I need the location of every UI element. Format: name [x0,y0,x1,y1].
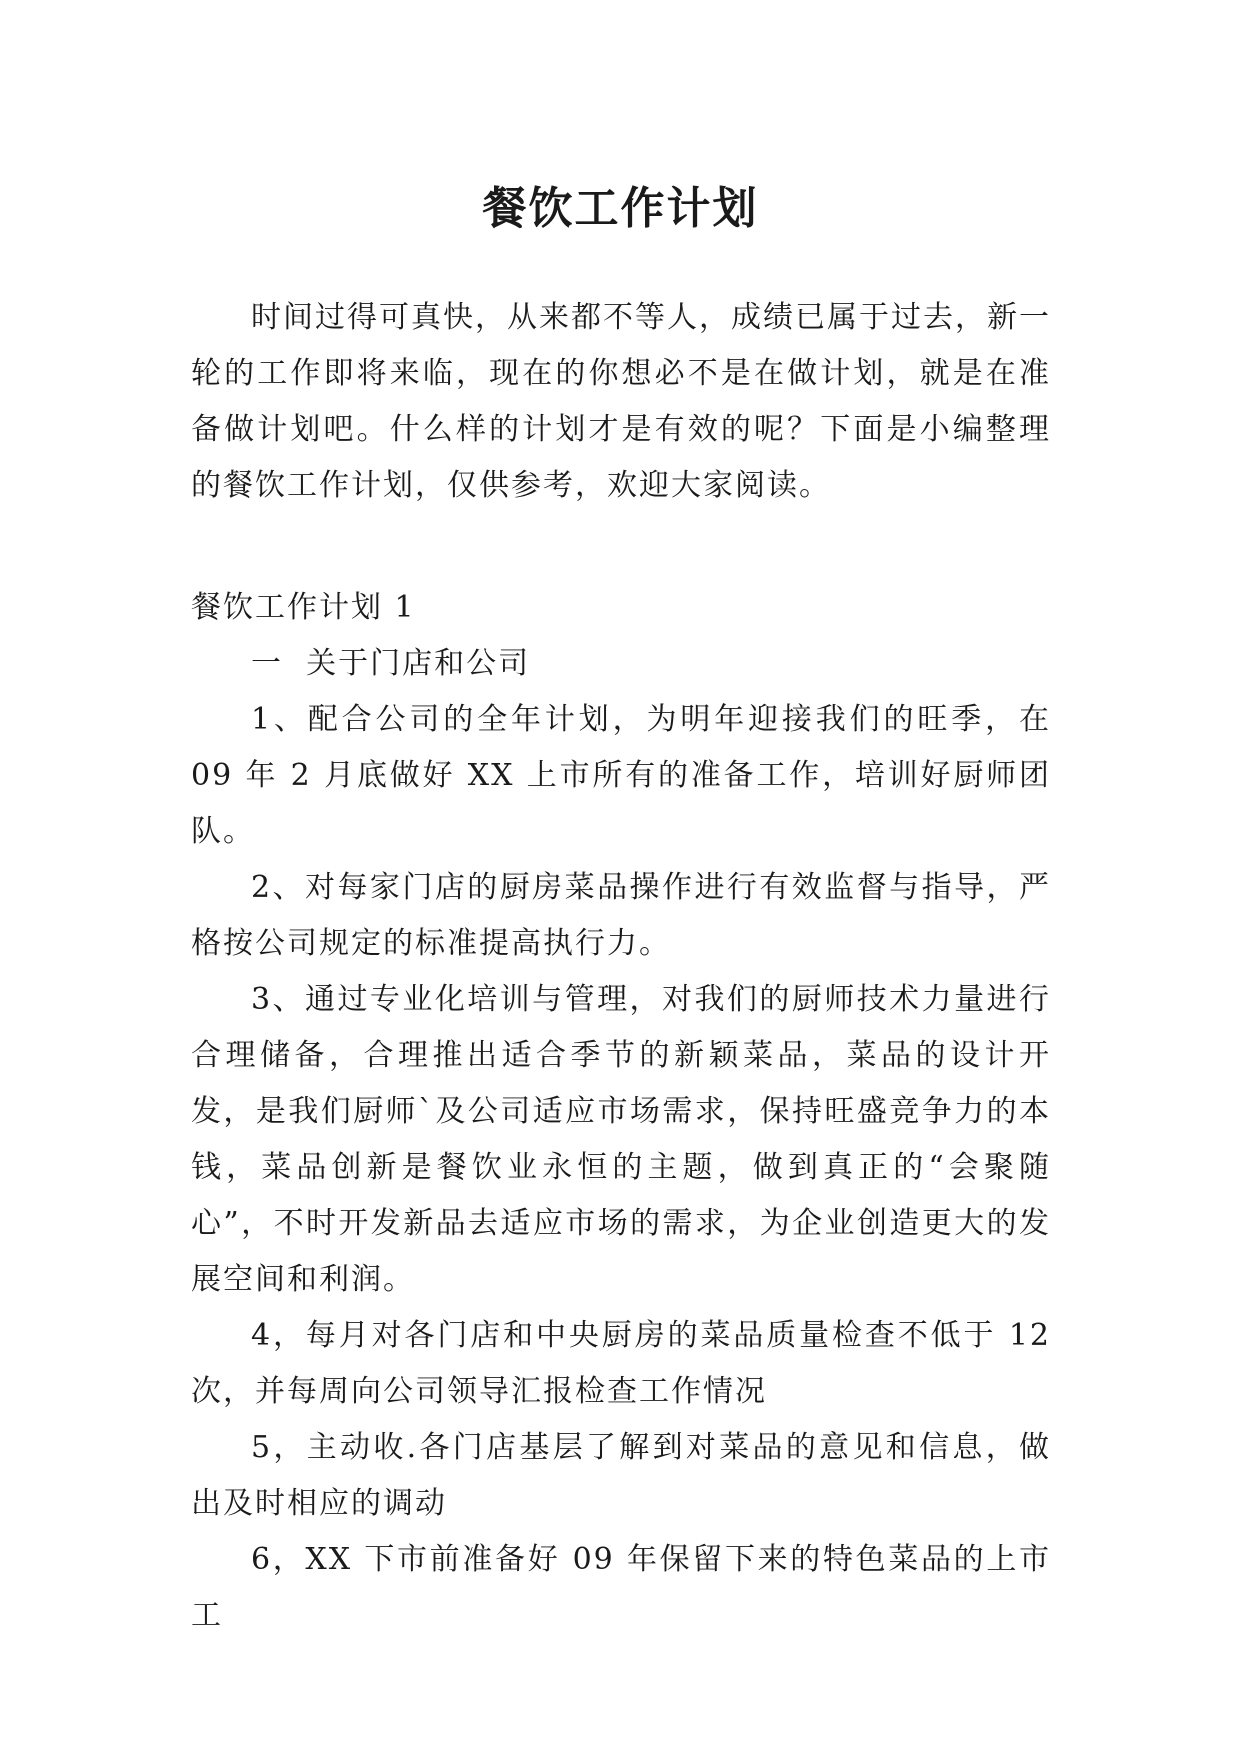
subsection-heading: 一 关于门店和公司 [251,646,531,681]
plan-section [191,580,1051,1644]
plan-item-2: 2、对每家门店的厨房菜品操作进行有效监督与指导，严格按公司规定的标准提高执行力。 [191,870,1051,961]
plan-item-6: 6，XX 下市前准备好 09 年保留下来的特色菜品的上市工 [191,1542,1051,1633]
plan-item-1: 1、配合公司的全年计划，为明年迎接我们的旺季，在 09 年 2 月底做好 XX 上市所有的准备工作，培训好厨师团队。 [191,702,1051,849]
plan-item-4: 4，每月对各门店和中央厨房的菜品质量检查不低于 12 次，并每周向公司领导汇报检查工作情况 [191,1318,1051,1409]
plan-item-5: 5，主动收.各门店基层了解到对菜品的意见和信息，做出及时相应的调动 [191,1430,1051,1521]
section-title: 餐饮工作计划 1 [191,590,416,625]
intro-paragraph: 时间过得可真快，从来都不等人，成绩已属于过去，新一轮的工作即将来临，现在的你想必不是在做计划，就是在准备做计划吧。什么样的计划才是有效的呢？下面是小编整理的餐饮工作计划，仅供参考，欢迎大家阅读。 [191,300,1051,503]
plan-item-3: 3、通过专业化培训与管理，对我们的厨师技术力量进行合理储备，合理推出适合季节的新颖菜品，菜品的设计开发，是我们厨师`及公司适应市场需求，保持旺盛竞争力的本钱，菜品创新是餐饮业永恒的主题，做到真正的“会聚随心”，不时开发新品去适应市场的需求，为企业创造更大的发展空间和利润。 [191,982,1051,1297]
document-title: 餐饮工作计划 [482,183,759,235]
